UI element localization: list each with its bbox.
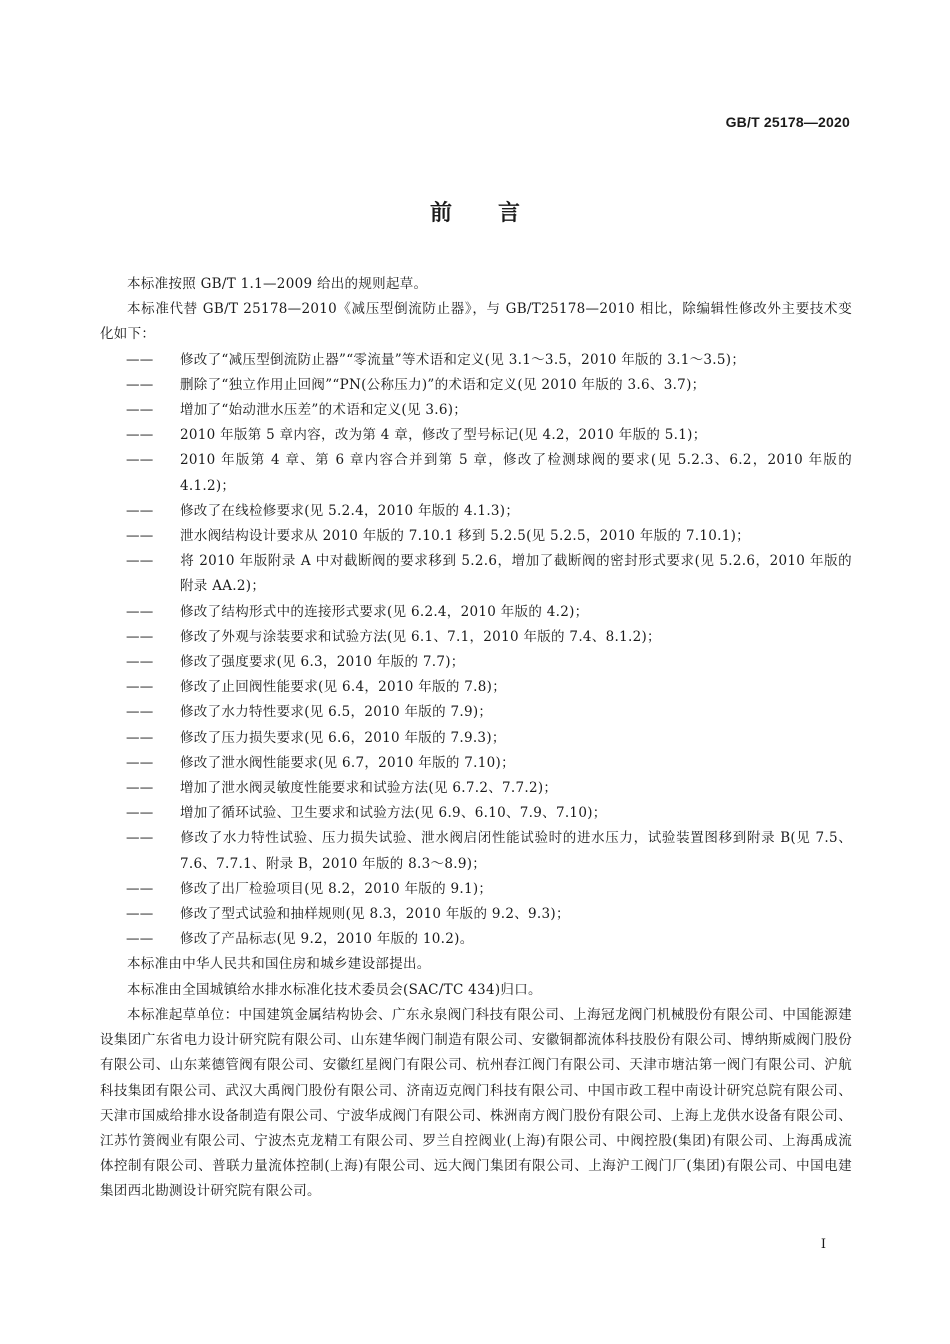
change-item-text: 泄水阀结构设计要求从 2010 年版的 7.10.1 移到 5.2.5(见 5.2.5，2010 年版的 7.10.1)； bbox=[180, 528, 750, 545]
jurisdiction-paragraph: 本标准由全国城镇给水排水标准化技术委员会(SAC/TC 434)归口。 bbox=[127, 981, 542, 998]
change-item-text: 修改了强度要求(见 6.3，2010 年版的 7.7)； bbox=[180, 654, 465, 671]
dash-marker: —— bbox=[126, 830, 154, 847]
change-item-text: 增加了泄水阀灵敏度性能要求和试验方法(见 6.7.2、7.7.2)； bbox=[180, 780, 558, 797]
change-item-text: 修改了止回阀性能要求(见 6.4，2010 年版的 7.8)； bbox=[180, 679, 507, 696]
change-item-text: 将 2010 年版附录 A 中对截断阀的要求移到 5.2.6，增加了截断阀的密封形式要求(见 5.2.6，2010 年版的附录 AA.2)； bbox=[180, 553, 852, 595]
change-item bbox=[100, 826, 852, 876]
changes-list bbox=[100, 348, 852, 953]
change-item bbox=[100, 877, 852, 902]
dash-marker: —— bbox=[126, 376, 154, 393]
proposed-by-paragraph: 本标准由中华人民共和国住房和城乡建设部提出。 bbox=[127, 956, 431, 973]
dash-marker: —— bbox=[126, 553, 154, 570]
change-item-text: 增加了循环试验、卫生要求和试验方法(见 6.9、6.10、7.9、7.10)； bbox=[180, 805, 607, 822]
change-item bbox=[100, 927, 852, 952]
dash-marker: —— bbox=[126, 931, 154, 948]
change-item-text: 修改了结构形式中的连接形式要求(见 6.2.4，2010 年版的 4.2)； bbox=[180, 603, 589, 620]
change-item bbox=[100, 423, 852, 448]
page-number: I bbox=[820, 1237, 826, 1252]
dash-marker: —— bbox=[126, 452, 154, 469]
dash-marker: —— bbox=[126, 805, 154, 822]
change-item-text: 修改了外观与涂装要求和试验方法(见 6.1、7.1，2010 年版的 7.4、8.1.2)； bbox=[180, 628, 661, 645]
dash-marker: —— bbox=[126, 780, 154, 797]
change-item bbox=[100, 373, 852, 398]
dash-marker: —— bbox=[126, 906, 154, 923]
standard-number: GB/T 25178—2020 bbox=[725, 114, 850, 130]
change-item-text: 修改了型式试验和抽样规则(见 8.3，2010 年版的 9.2、9.3)； bbox=[180, 906, 570, 923]
change-item-text: 修改了在线检修要求(见 5.2.4，2010 年版的 4.1.3)； bbox=[180, 502, 520, 519]
change-item-text: 删除了“独立作用止回阀”“PN(公称压力)”的术语和定义(见 2010 年版的 3.6、3.7)； bbox=[180, 376, 706, 393]
change-item bbox=[100, 398, 852, 423]
change-item-text: 修改了压力损失要求(见 6.6，2010 年版的 7.9.3)； bbox=[180, 729, 506, 746]
foreword-body bbox=[100, 272, 852, 1205]
dash-marker: —— bbox=[126, 628, 154, 645]
change-item bbox=[100, 499, 852, 524]
dash-marker: —— bbox=[126, 654, 154, 671]
change-item bbox=[100, 625, 852, 650]
change-item-text: 修改了“减压型倒流防止器”“零流量”等术语和定义(见 3.1～3.5，2010 年版的 3.1～3.5)； bbox=[180, 351, 746, 368]
change-item-text: 增加了“始动泄水压差”的术语和定义(见 3.6)； bbox=[180, 402, 468, 419]
dash-marker: —— bbox=[126, 754, 154, 771]
change-item bbox=[100, 348, 852, 373]
change-item bbox=[100, 448, 852, 498]
change-item-text: 修改了产品标志(见 9.2，2010 年版的 10.2)。 bbox=[180, 931, 474, 948]
change-item bbox=[100, 675, 852, 700]
change-item bbox=[100, 549, 852, 599]
drafting-units-paragraph: 本标准起草单位：中国建筑金属结构协会、广东永泉阀门科技有限公司、上海冠龙阀门机械股份有限公司、中国能源建设集团广东省电力设计研究院有限公司、山东建华阀门制造有限公司、安徽铜都流体科技股份有限公司、博纳斯威阀门股份有限公司、山东莱德管阀有限公司、安徽红星阀门有限公司、杭州春江阀门有限公司、天津市塘沽第一阀门有限公司、沪航科技集团有限公司、武汉大禹阀门股份有限公司、济南迈克阀门科技有限公司、中国市政工程中南设计研究总院有限公司、天津市国威给排水设备制造有限公司、宁波华成阀门有限公司、株洲南方阀门股份有限公司、上海上龙供水设备有限公司、江苏竹箦阀业有限公司、宁波杰克龙精工有限公司、罗兰自控阀业(上海)有限公司、中阀控股(集团)有限公司、上海禹成流体控制有限公司、普联力量流体控制(上海)有限公司、远大阀门集团有限公司、上海沪工阀门厂(集团)有限公司、中国电建集团西北勘测设计研究院有限公司。 bbox=[100, 1006, 852, 1200]
dash-marker: —— bbox=[126, 603, 154, 620]
change-item-text: 修改了水力特性试验、压力损失试验、泄水阀启闭性能试验时的进水压力，试验装置图移到附录 B(见 7.5、7.6、7.7.1、附录 B，2010 年版的 8.3～8.9)； bbox=[180, 830, 852, 872]
dash-marker: —— bbox=[126, 402, 154, 419]
change-item bbox=[100, 902, 852, 927]
change-item-text: 修改了出厂检验项目(见 8.2，2010 年版的 9.1)； bbox=[180, 880, 493, 897]
dash-marker: —— bbox=[126, 704, 154, 721]
dash-marker: —— bbox=[126, 880, 154, 897]
intro-paragraph-drafting-rules: 本标准按照 GB/T 1.1—2009 给出的规则起草。 bbox=[127, 276, 428, 292]
change-item bbox=[100, 524, 852, 549]
dash-marker: —— bbox=[126, 679, 154, 696]
change-item bbox=[100, 600, 852, 625]
change-item bbox=[100, 801, 852, 826]
change-item bbox=[100, 751, 852, 776]
change-item bbox=[100, 776, 852, 801]
dash-marker: —— bbox=[126, 528, 154, 545]
change-item-text: 2010 年版第 5 章内容，改为第 4 章，修改了型号标记(见 4.2，2010 年版的 5.1)； bbox=[180, 427, 707, 444]
change-item bbox=[100, 726, 852, 751]
dash-marker: —— bbox=[126, 729, 154, 746]
change-item bbox=[100, 700, 852, 725]
change-item bbox=[100, 650, 852, 675]
change-item-text: 修改了水力特性要求(见 6.5，2010 年版的 7.9)； bbox=[180, 704, 493, 721]
intro-paragraph-replacement: 本标准代替 GB/T 25178—2010《减压型倒流防止器》，与 GB/T25178—2010 相比，除编辑性修改外主要技术变化如下： bbox=[100, 301, 852, 343]
change-item-text: 2010 年版第 4 章、第 6 章内容合并到第 5 章，修改了检测球阀的要求(见 5.2.3、6.2，2010 年版的 4.1.2)； bbox=[180, 452, 852, 494]
dash-marker: —— bbox=[126, 427, 154, 444]
dash-marker: —— bbox=[126, 502, 154, 519]
change-item-text: 修改了泄水阀性能要求(见 6.7，2010 年版的 7.10)； bbox=[180, 754, 515, 771]
dash-marker: —— bbox=[126, 351, 154, 368]
page-title: 前言 bbox=[429, 201, 566, 226]
